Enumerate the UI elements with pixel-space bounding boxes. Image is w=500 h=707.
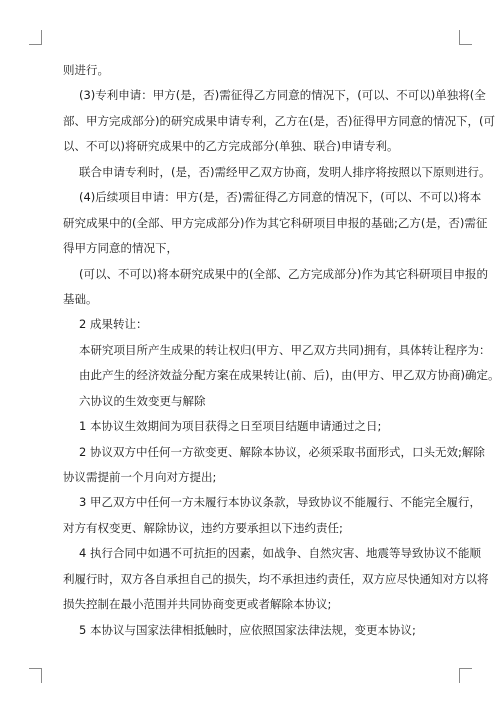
text-line: (4)后续项目申请：甲方(是，否)需征得乙方同意的情况下，(可以、不可以)将本 — [79, 190, 482, 205]
text-line: 基础。 — [63, 291, 98, 306]
text-line: 4 执行合同中如遇不可抗拒的因素，如战争、自然灾害、地震等导致协议不能顺 — [79, 546, 481, 561]
text-line: (3)专利申请：甲方(是，否)需征得乙方同意的情况下，(可以、不可以)单独将(全 — [79, 88, 486, 103]
text-line: 联合申请专利时，(是，否)需经甲乙双方协商，发明人排序将按照以下原则进行。 — [79, 164, 491, 179]
text-line: 2 成果转让： — [79, 317, 148, 332]
text-line: 3 甲乙双方中任何一方未履行本协议条款，导致协议不能履行、不能完全履行， — [79, 495, 481, 510]
document-body — [63, 62, 500, 647]
text-line: 协议需提前一个月向对方提出; — [63, 470, 217, 484]
text-line: 5 本协议与国家法律相抵触时，应依照国家法律法规，变更本协议; — [79, 622, 416, 637]
text-line: 损失控制在最小范围并共同协商变更或者解除本协议; — [63, 597, 332, 612]
text-line: (可以、不可以)将本研究成果中的(全部、乙方完成部分)作为其它科研项目申报的 — [79, 266, 488, 281]
crop-mark-top-right — [459, 30, 472, 45]
crop-mark-top-left — [29, 30, 42, 45]
text-line: 1 本协议生效期间为项目获得之日至项目结题申请通过之日; — [79, 419, 382, 434]
text-line: 部、甲方完成部分)的研究成果申请专利，乙方在(是，否)征得甲方同意的情况下，(可 — [63, 113, 495, 128]
text-line: 对方有权变更、解除协议，违约方要承担以下违约责任; — [63, 520, 343, 535]
text-line: 六协议的生效变更与解除 — [79, 393, 206, 408]
text-line: 以、不可以)将研究成果中的乙方完成部分(单独、联合)申请专利。 — [63, 139, 399, 154]
text-line: 研究成果中的(全部、甲方完成部分)作为其它科研项目申报的基础;乙方(是，否)需征 — [63, 215, 488, 230]
text-line: 得甲方同意的情况下， — [63, 241, 178, 256]
text-line: 则进行。 — [63, 63, 109, 77]
crop-mark-bottom-left — [29, 668, 42, 683]
text-line: 利履行时，双方各自承担自己的损失，均不承担违约责任，双方应尽快通知对方以将 — [63, 571, 489, 586]
text-line: 本研究项目所产生成果的转让权归(甲方、甲乙双方共同)拥有，具体转让程序为： — [79, 342, 491, 357]
crop-mark-bottom-right — [459, 668, 472, 683]
text-line: 2 协议双方中任何一方欲变更、解除本协议，必须采取书面形式，口头无效;解除 — [79, 444, 485, 459]
text-line: 由此产生的经济效益分配方案在成果转让(前、后)，由(甲方、甲乙双方协商)确定。 — [79, 368, 500, 383]
